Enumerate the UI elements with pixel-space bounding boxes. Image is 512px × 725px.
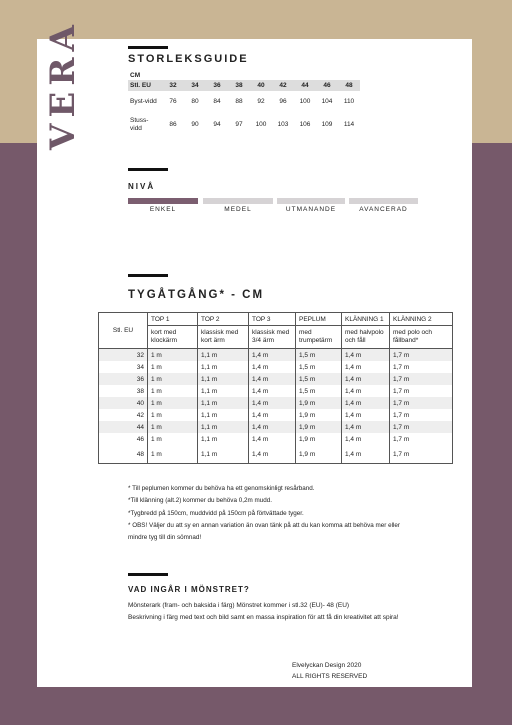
fabric-col-name: TOP 3: [249, 313, 296, 326]
measure-cell: 97: [228, 113, 250, 135]
size-guide-heading: STORLEKSGUIDE: [128, 53, 249, 65]
fabric-col-name: PEPLUM: [296, 313, 342, 326]
table-row: [99, 397, 453, 409]
level-heading: NIVÅ: [128, 182, 156, 191]
table-row: [99, 373, 453, 385]
amount-cell: 1 m: [148, 409, 198, 421]
level-bar-enkel: [128, 198, 198, 204]
measure-cell: 94: [206, 113, 228, 135]
measure-cell: 84: [213, 98, 221, 105]
amount-cell: 1,1 m: [198, 421, 249, 433]
level-label-medel: MEDEL: [224, 206, 252, 213]
amount-cell: 1,4 m: [342, 397, 390, 409]
amount-cell: 1,4 m: [342, 385, 390, 397]
row-size: 44: [99, 421, 148, 433]
amount-cell: 1,9 m: [296, 445, 342, 464]
amount-cell: 1,1 m: [198, 397, 249, 409]
measure-cell: 76: [169, 98, 177, 105]
size-header-cell: 32: [162, 80, 184, 91]
measure-cell: 103: [272, 113, 294, 135]
row-size: 34: [99, 361, 148, 373]
measure-cell: 88: [235, 98, 243, 105]
amount-cell: 1,4 m: [249, 361, 296, 373]
measure-cell: 86: [162, 113, 184, 135]
amount-cell: 1,4 m: [342, 349, 390, 362]
amount-cell: 1,4 m: [342, 421, 390, 433]
amount-cell: 1,1 m: [198, 349, 249, 362]
fabric-heading: TYGÅTGÅNG* - CM: [128, 289, 265, 301]
amount-cell: 1 m: [148, 385, 198, 397]
section-bar: [128, 274, 168, 277]
amount-cell: 1,1 m: [198, 385, 249, 397]
amount-cell: 1,5 m: [296, 349, 342, 362]
amount-cell: 1,4 m: [249, 409, 296, 421]
amount-cell: 1,4 m: [249, 397, 296, 409]
amount-cell: 1 m: [148, 421, 198, 433]
fabric-col-desc: klassisk med 3/4 ärm: [249, 326, 296, 349]
amount-cell: 1,7 m: [390, 373, 453, 385]
amount-cell: 1,4 m: [342, 409, 390, 421]
measure-cell: 100: [299, 98, 311, 105]
level-label-avancerad: AVANCERAD: [359, 206, 408, 213]
amount-cell: 1,4 m: [342, 361, 390, 373]
amount-cell: 1,4 m: [249, 421, 296, 433]
footnote: mindre tyg till din sömnad!: [128, 534, 202, 542]
table-row: [99, 409, 453, 421]
measure-cell: 109: [316, 113, 338, 135]
fabric-col-name: TOP 1: [148, 313, 198, 326]
amount-cell: 1 m: [148, 433, 198, 445]
size-header-cell: 36: [206, 80, 228, 91]
amount-cell: 1,9 m: [296, 433, 342, 445]
amount-cell: 1,7 m: [390, 397, 453, 409]
amount-cell: 1,4 m: [249, 385, 296, 397]
fabric-table: [98, 312, 453, 464]
fabric-col-desc: kort med klockärm: [148, 326, 198, 349]
included-text: [128, 600, 399, 624]
amount-cell: 1,4 m: [342, 445, 390, 464]
amount-cell: 1,1 m: [198, 361, 249, 373]
fabric-col-name: TOP 2: [198, 313, 249, 326]
section-bar: [128, 573, 168, 576]
amount-cell: 1,1 m: [198, 409, 249, 421]
amount-cell: 1,7 m: [390, 433, 453, 445]
level-label-enkel: ENKEL: [149, 206, 177, 213]
measure-cell: 110: [343, 98, 355, 105]
amount-cell: 1,4 m: [249, 433, 296, 445]
footnotes: [128, 483, 458, 544]
size-header-cell: 48: [338, 80, 360, 91]
amount-cell: 1,5 m: [296, 385, 342, 397]
footnote: *Till klänning (alt.2) kommer du behöva 0,2m mudd.: [128, 497, 272, 505]
amount-cell: 1,7 m: [390, 409, 453, 421]
amount-cell: 1,1 m: [198, 433, 249, 445]
fabric-col-desc: med halvpolo och fåll: [342, 326, 390, 349]
amount-cell: 1,4 m: [249, 373, 296, 385]
footer: [292, 660, 367, 682]
amount-cell: 1 m: [148, 349, 198, 362]
footnote: * OBS! Väljer du att sy en annan variation än ovan tänk på att du kan komma att behöva mer eller: [128, 521, 400, 529]
level-bar-utmanande: [277, 198, 345, 204]
amount-cell: 1,1 m: [198, 373, 249, 385]
measure-cell: 92: [257, 98, 265, 105]
table-row: [99, 349, 453, 362]
side-title: VERA: [43, 19, 83, 150]
row-label-bust: Byst-vidd: [130, 97, 157, 105]
measure-cell: 106: [294, 113, 316, 135]
size-header-cell: 46: [316, 80, 338, 91]
row-size: 46: [99, 433, 148, 445]
row-size: 42: [99, 409, 148, 421]
section-bar: [128, 46, 168, 49]
amount-cell: 1,4 m: [342, 373, 390, 385]
measure-cell: 80: [191, 98, 199, 105]
amount-cell: 1,7 m: [390, 349, 453, 362]
amount-cell: 1,7 m: [390, 361, 453, 373]
level-label-utmanande: UTMANANDE: [285, 206, 337, 213]
unit-label: CM: [130, 71, 141, 79]
level-bar-medel: [203, 198, 273, 204]
table-row: [99, 433, 453, 445]
size-header-cell: 38: [228, 80, 250, 91]
size-header-label: Stl. EU: [128, 80, 162, 91]
row-size: 38: [99, 385, 148, 397]
size-header-cell: 42: [272, 80, 294, 91]
amount-cell: 1,5 m: [296, 373, 342, 385]
section-bar: [128, 168, 168, 171]
amount-cell: 1,4 m: [249, 445, 296, 464]
footnote: * Till peplumen kommer du behöva ha ett genomskinligt resårband.: [128, 485, 315, 492]
row-size: 40: [99, 397, 148, 409]
table-row: [99, 445, 453, 464]
size-header-cell: 44: [294, 80, 316, 91]
table-row: [99, 361, 453, 373]
fabric-col-name: KLÄNNING 1: [342, 313, 390, 326]
measure-cell: 104: [321, 98, 333, 105]
fabric-size-header: Stl. EU: [99, 313, 148, 349]
included-heading: VAD INGÅR I MÖNSTRET?: [128, 585, 250, 594]
amount-cell: 1 m: [148, 361, 198, 373]
amount-cell: 1,9 m: [296, 397, 342, 409]
level-bar-avancerad: [349, 198, 418, 204]
row-size: 48: [99, 445, 148, 464]
footer-company: Elvelyckan Design 2020: [292, 662, 362, 669]
amount-cell: 1,9 m: [296, 409, 342, 421]
amount-cell: 1,9 m: [296, 421, 342, 433]
row-size: 32: [99, 349, 148, 362]
size-guide-table: [128, 71, 360, 135]
measure-cell: 90: [184, 113, 206, 135]
measure-cell: 114: [338, 113, 360, 135]
measure-cell: 96: [279, 98, 287, 105]
footnote: *Tygbredd på 150cm, muddvidd på 150cm på förtvättade tyger.: [128, 509, 304, 517]
footer-rights: ALL RIGHTS RESERVED: [292, 673, 368, 680]
measure-cell: 100: [250, 113, 272, 135]
row-size: 36: [99, 373, 148, 385]
amount-cell: 1,5 m: [296, 361, 342, 373]
amount-cell: 1,7 m: [390, 445, 453, 464]
size-header-cell: 34: [184, 80, 206, 91]
row-label-hip: Stuss-vidd: [128, 113, 162, 135]
amount-cell: 1,4 m: [249, 349, 296, 362]
amount-cell: 1 m: [148, 445, 198, 464]
amount-cell: 1,7 m: [390, 421, 453, 433]
amount-cell: 1,4 m: [342, 433, 390, 445]
amount-cell: 1,1 m: [198, 445, 249, 464]
table-row: [99, 385, 453, 397]
amount-cell: 1 m: [148, 373, 198, 385]
included-line: Mönsterark (fram- och baksida i färg) Mönstret kommer i stl.32 (EU)- 48 (EU): [128, 602, 350, 609]
amount-cell: 1,7 m: [390, 385, 453, 397]
fabric-col-desc: med polo och fållband*: [390, 326, 453, 349]
size-header-cell: 40: [250, 80, 272, 91]
fabric-col-name: KLÄNNING 2: [390, 313, 453, 326]
amount-cell: 1 m: [148, 397, 198, 409]
fabric-col-desc: med trumpetärm: [296, 326, 342, 349]
fabric-col-desc: klassisk med kort ärm: [198, 326, 249, 349]
included-line: Beskrivning i färg med text och bild samt en massa inspiration för att få din kreativitet att spira!: [128, 614, 399, 621]
table-row: [99, 421, 453, 433]
